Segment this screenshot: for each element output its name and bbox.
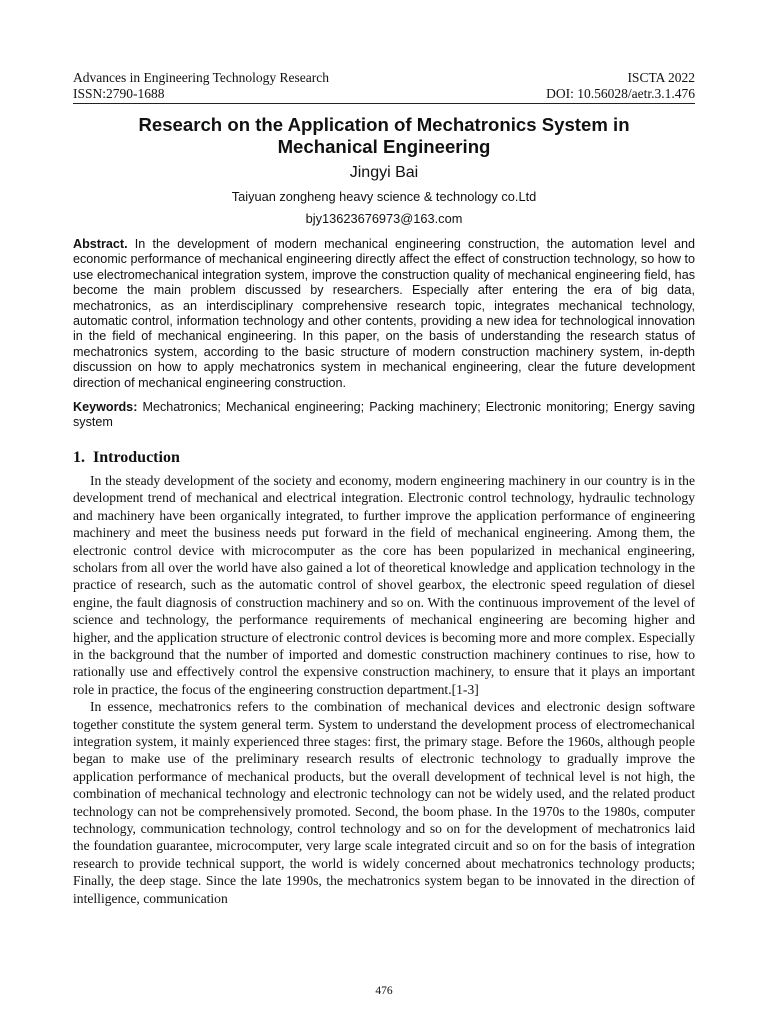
abstract-text: In the development of modern mechanical engineering construction, the automation level and economic performance of mechanical engineering directly affect the effect of construction technology, so how to use electromechanical integration system, improve the construction quality of mechanical engineering field, has become the main problem discussed by researchers. Especially after entering the era of big data, mechatronics, as an interdisciplinary comprehensive research topic, integrates mechanical technology, automatic control, information technology and other contents, providing a new idea for technological innovation in the field of mechanical engineering. In this paper, on the basis of understanding the research status of mechatronics system, according to the basic structure of modern construction machinery system, in-depth discussion on how to apply mechatronics system in mechanical engineering, clear the future development direction of mechanical engineering construction. xyxy=(73,237,695,390)
paper-page xyxy=(73,70,695,907)
abstract-label: Abstract. xyxy=(73,237,128,251)
running-header-bottom xyxy=(73,86,695,102)
keywords xyxy=(73,400,695,431)
keywords-text: Mechatronics; Mechanical engineering; Packing machinery; Electronic monitoring; Energy saving system xyxy=(73,400,696,430)
running-header-top xyxy=(73,70,695,86)
issn: ISSN:2790-1688 xyxy=(73,86,165,101)
doi[interactable]: DOI: 10.56028/aetr.3.1.476 xyxy=(546,86,695,101)
paper-title xyxy=(73,114,695,158)
abstract xyxy=(73,237,695,391)
author-email[interactable]: bjy13623676973@163.com xyxy=(305,211,463,226)
author-affiliation: Taiyuan zongheng heavy science & technology co.Ltd xyxy=(231,189,537,204)
section-number: 1. xyxy=(73,448,85,466)
title-line-1: Research on the Application of Mechatronics System in xyxy=(138,114,630,135)
section-heading-introduction xyxy=(73,448,695,468)
section-title: Introduction xyxy=(93,448,180,466)
keywords-label: Keywords: xyxy=(73,400,138,415)
page-number: 476 xyxy=(375,985,393,997)
author-name: Jingyi Bai xyxy=(349,164,419,181)
title-line-2: Mechanical Engineering xyxy=(277,136,491,157)
body-paragraph-1: In the steady development of the society and economy, modern engineering machinery in our country is in the development trend of mechanical and electrical integration. Electronic control technology, hydraulic technology and machinery have been organically integrated, to further improve the application performance of engineering machinery and meet the business needs put forward in the field of mechanical engineering. Among them, the electronic control device with microcomputer as the core has been popularized in mechanical engineering, scholars from all over the world have also gained a lot of theoretical knowledge and application technology in the practice of research, such as the automatic control of shovel gearbox, the electronic speed regulation of diesel engine, the fault diagnosis of construction machinery and so on. With the continuous improvement of the level of science and technology, the performance requirements of mechanical engineering are becoming higher and higher, and the application structure of electronic control devices is becoming more and more complex. Especially in the background that the number of imported and domestic construction machinery continues to rise, how to rationally use and effectively control the expensive construction machinery, to ensure that it plays an important role in practice, the focus of the engineering construction department.[1-3] xyxy=(73,472,695,697)
conference-name: ISCTA 2022 xyxy=(627,70,695,85)
journal-name: Advances in Engineering Technology Research xyxy=(73,70,329,85)
body-paragraph-2: In essence, mechatronics refers to the combination of mechanical devices and electronic design software together constitute the system general term. System to understand the development process of electromechanical integration system, it mainly experienced three stages: first, the primary stage. Before the 1960s, although people began to make use of the preliminary research results of electronic technology to gradually improve the application performance of mechanical products, but the overall development of technical level is not high, the combination of mechanical technology and electronic technology can not be widely used, and the related product technology can not be comprehensively promoted. Second, the boom phase. In the 1970s to the 1980s, computer technology, communication technology, control technology and so on for the development of mechatronics laid the foundation guarantee, microcomputer, very large scale integrated circuit and so on for the basis of integration research to provide technical support, the world is widely concerned about mechatronics technology products; Finally, the deep stage. Since the late 1990s, the mechatronics system began to be innovated in the direction of intelligence, communication xyxy=(73,699,695,906)
header-divider xyxy=(73,103,695,104)
